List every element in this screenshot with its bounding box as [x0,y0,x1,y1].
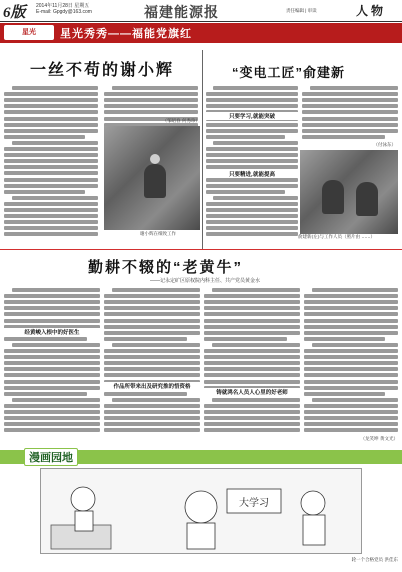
body-text-line [206,135,285,139]
body-text-line [302,98,398,102]
body-text-line [4,392,87,396]
body-text-line [4,190,85,194]
body-text-line [4,147,98,151]
body-text-line [204,404,300,408]
body-text-line [4,178,98,182]
article3-col3 [204,286,300,438]
body-text-line [204,410,300,414]
body-text-line [4,220,98,224]
body-text-line [206,159,298,163]
body-text-line [4,306,100,310]
body-text-line [204,331,300,335]
article2-author: （付泳东） [373,143,396,148]
body-text-line [4,202,98,206]
body-text-line [206,104,298,108]
date-text: 2014年11月28日 星期五 [36,3,90,9]
body-text-line [4,428,100,432]
body-text-line [206,232,298,236]
body-text-line [104,294,200,298]
article3-subhead1: 经黄峻入根中的好医生 [4,328,100,336]
body-text-line [104,428,200,432]
body-text-line [206,98,298,102]
body-text-line [304,428,398,432]
body-text-line [302,135,385,139]
body-text-line [104,355,200,359]
page-number: 6版 [3,5,26,21]
body-text-line [4,232,98,236]
body-text-line [4,300,100,304]
body-text-line [304,294,398,298]
article3-col4 [304,286,398,436]
body-text-line [112,398,200,402]
body-text-line [104,410,200,414]
article3-subhead3: 铸就鸿名人员人心里的好老师 [204,388,300,396]
body-text-line [304,306,398,310]
body-text-line [212,343,300,347]
body-text-line [4,386,100,390]
body-text-line [213,86,298,90]
body-text-line [310,86,398,90]
body-text-line [104,373,200,377]
body-text-line [12,343,100,347]
body-text-line [104,325,200,329]
body-text-line [104,404,200,408]
article2-photo [300,150,398,234]
body-text-line [206,153,298,157]
body-text-line [112,86,198,90]
body-text-line [4,159,98,163]
body-text-line [12,398,100,402]
body-text-line [4,349,100,353]
body-text-line [302,117,398,121]
body-text-line [304,380,398,384]
body-text-line [304,416,398,420]
body-text-line [112,343,200,347]
body-text-line [312,343,398,347]
article1-photo [104,126,200,230]
body-text-line [12,86,98,90]
article1-author: （邹昭春 何秀珍） [162,119,200,124]
body-text-line [4,416,100,420]
body-text-line [304,410,398,414]
body-text-line [304,392,385,396]
body-text-line [4,367,100,371]
body-text-line [104,300,200,304]
body-text-line [4,380,100,384]
body-text-line [213,141,298,145]
body-text-line [204,422,300,426]
body-text-line [304,361,398,365]
body-text-line [104,110,198,114]
article1-caption: 谢小辉在细致工作 [140,232,176,237]
body-text-line [4,135,85,139]
body-text-line [212,288,300,292]
body-text-line [204,349,300,353]
article2-col1 [206,84,298,240]
body-text-line [304,349,398,353]
body-text-line [304,373,398,377]
body-text-line [304,312,398,316]
article1-col1 [4,84,98,242]
column-divider [202,50,203,250]
body-text-line [4,184,98,188]
body-text-line [4,410,100,414]
banner-title: 星光秀秀——福能党旗红 [60,28,192,40]
comic-caption: 轮一个合格党员 洪佳东 [351,558,398,563]
body-text-line [4,104,98,108]
body-text-line [206,123,298,127]
body-text-line [4,373,100,377]
body-text-line [204,428,300,432]
body-text-line [4,355,100,359]
body-text-line [4,92,98,96]
body-text-line [304,355,398,359]
comic-panel-text: 大学习 [239,498,269,509]
body-text-line [304,331,398,335]
section-title: 人物 [356,4,387,18]
article2-col2 [302,84,398,142]
article3-headline: 勤耕不辍的“老黄牛” [88,259,244,276]
body-text-line [4,123,98,127]
body-text-line [304,386,398,390]
worker-figure [144,164,166,198]
body-text-line [204,312,300,316]
body-text-line [4,361,100,365]
issue-date [36,3,92,15]
body-text-line [4,422,100,426]
body-text-line [204,337,287,341]
body-text-line [304,367,398,371]
body-text-line [4,404,100,408]
body-text-line [206,129,298,133]
body-text-line [4,312,100,316]
body-text-line [206,202,298,206]
email-text: E-mail: Gpgdy@163.com [36,9,92,15]
article2-headline: “变电工匠”俞建新 [232,65,346,80]
body-text-line [104,361,200,365]
body-text-line [104,331,200,335]
article3-col1 [4,286,100,438]
body-text-line [4,98,98,102]
body-text-line [204,325,300,329]
body-text-line [206,147,298,151]
body-text-line [12,141,98,145]
body-text-line [302,110,398,114]
body-text-line [304,325,398,329]
body-text-line [4,226,98,230]
body-text-line [104,349,200,353]
article3-col2 [104,286,200,438]
body-text-line [206,92,298,96]
comic-illustration [41,469,363,555]
worker-figure [356,182,378,216]
body-text-line [104,312,200,316]
body-text-line [204,367,300,371]
body-text-line [204,355,300,359]
body-text-line [204,380,300,384]
body-text-line [4,208,98,212]
body-text-line [12,288,100,292]
body-text-line [304,337,385,341]
article1-headline: 一丝不苟的谢小辉 [30,62,175,79]
body-text-line [4,129,98,133]
body-text-line [304,319,398,323]
body-text-line [206,184,298,188]
body-text-line [104,416,200,420]
body-text-line [213,196,298,200]
body-text-line [204,294,300,298]
body-text-line [312,288,398,292]
body-text-line [112,288,200,292]
section-rule [0,249,402,250]
body-text-line [4,117,98,121]
body-text-line [4,294,100,298]
body-text-line [12,196,98,200]
body-text-line [4,153,98,157]
body-text-line [104,306,200,310]
body-text-line [104,98,198,102]
body-text-line [304,300,398,304]
body-text-line [206,178,298,182]
article3-subtitle: ——记永定矿区原权院内科主任、共产党员黄金水 [150,278,261,284]
editor-line: 责任编辑 | 审读 [286,8,317,13]
body-text-line [302,129,398,133]
body-text-line [312,398,398,402]
body-text-line [204,373,300,377]
body-text-line [104,319,200,323]
body-text-line [304,422,398,426]
body-text-line [304,404,398,408]
body-text-line [4,319,100,323]
comic-panel [40,468,362,554]
body-text-line [206,226,298,230]
worker-head [150,154,160,164]
body-text-line [206,214,298,218]
body-text-line [4,214,98,218]
article3-subhead2: 作品所带来出及研究推的悟资格 [104,382,200,390]
body-text-line [104,367,200,371]
banner-label: 星光 [4,25,54,40]
body-text-line [204,416,300,420]
article2-caption: 俞建新(左)与工作人员（照片由 ……） [298,235,375,240]
body-text-line [104,422,200,426]
body-text-line [204,319,300,323]
article3-author: （龙笑坤 黄文光） [360,437,398,442]
article2-subhead1: 只要学习,就能突破 [206,112,298,120]
body-text-line [204,300,300,304]
body-text-line [206,208,298,212]
body-text-line [302,104,398,108]
body-text-line [104,92,198,96]
body-text-line [4,165,98,169]
body-text-line [212,398,300,402]
article2-subhead2: 只要精进,就能提高 [206,170,298,178]
body-text-line [4,337,87,341]
body-text-line [206,220,298,224]
body-text-line [204,361,300,365]
body-text-line [4,171,98,175]
worker-figure [322,180,344,214]
comic-title: 漫画园地 [24,448,78,466]
body-text-line [104,337,187,341]
body-text-line [104,104,198,108]
body-text-line [204,306,300,310]
body-text-line [302,92,398,96]
body-text-line [206,190,285,194]
body-text-line [302,123,398,127]
body-text-line [104,392,187,396]
newspaper-name: 福建能源报 [144,5,219,21]
body-text-line [4,110,98,114]
body-text-line [206,165,298,169]
